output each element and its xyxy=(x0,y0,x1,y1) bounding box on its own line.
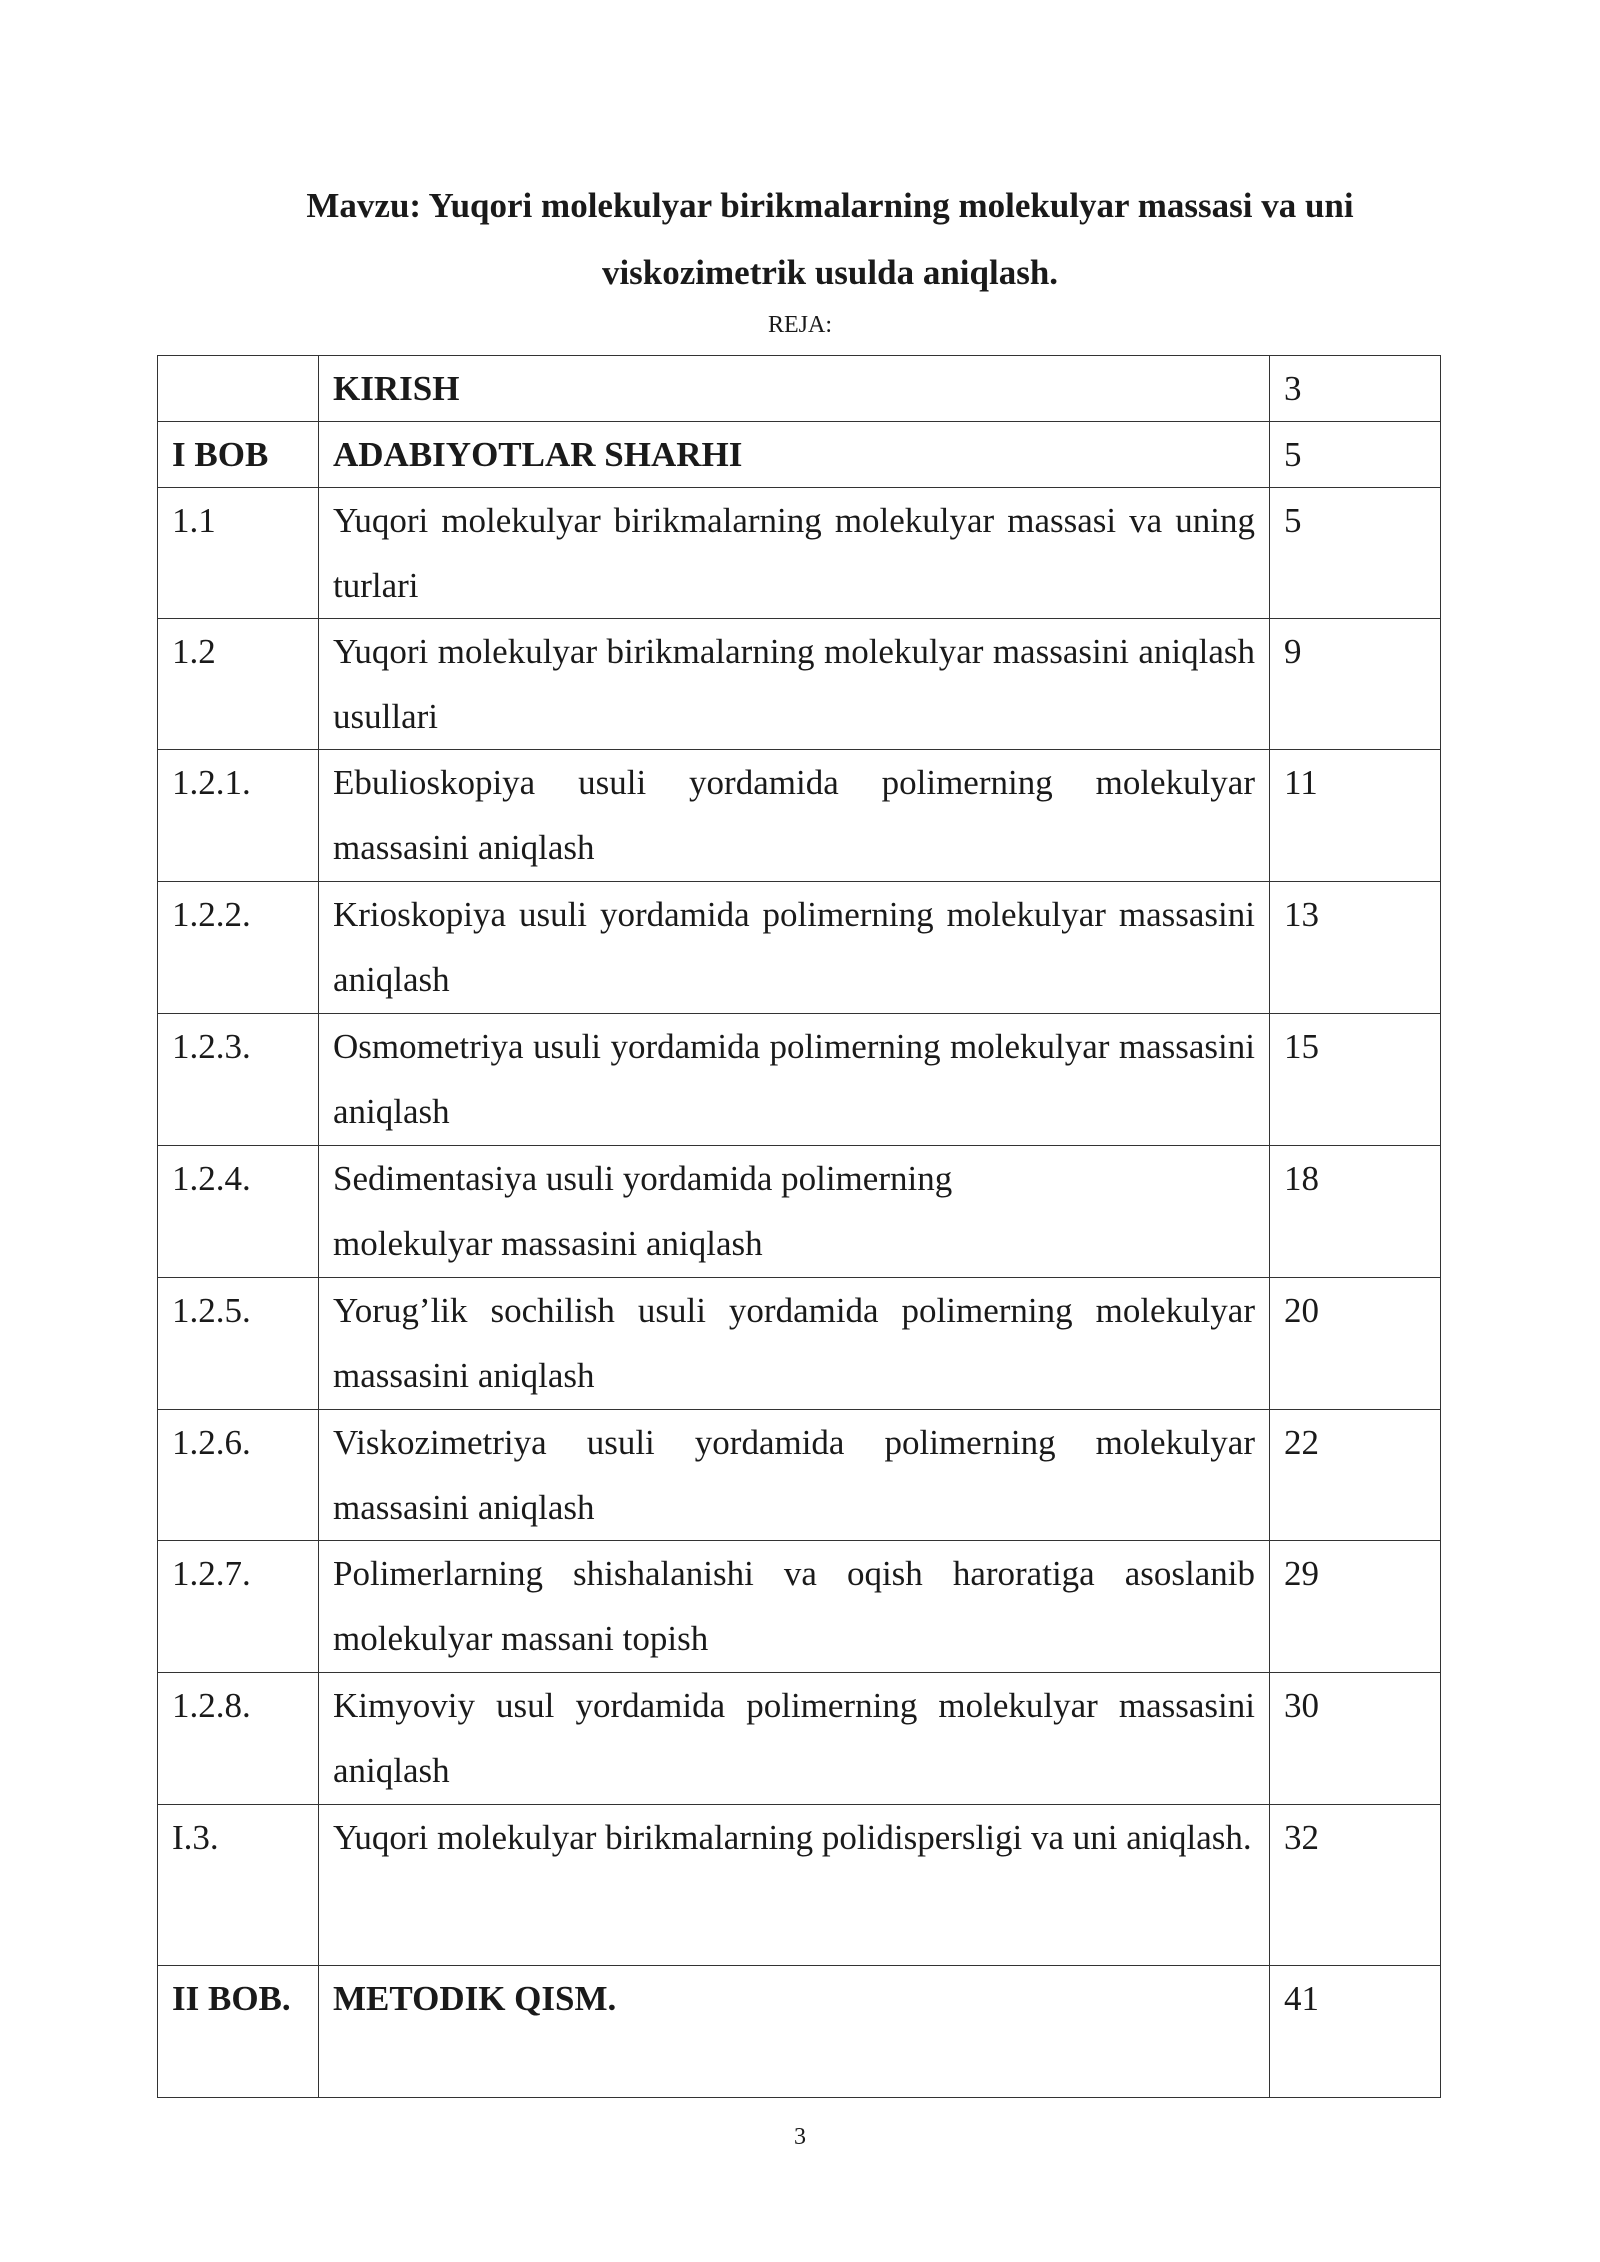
toc-page-number: 18 xyxy=(1270,1146,1441,1278)
toc-page-number: 30 xyxy=(1270,1673,1441,1805)
toc-section-title: Yuqori molekulyar birikmalarning molekulyar massasini aniqlash usullari xyxy=(319,619,1270,750)
toc-row-ii-bob xyxy=(158,1966,1441,2098)
toc-section-number: 1.2.4. xyxy=(158,1146,319,1278)
toc-row-1-2-5 xyxy=(158,1278,1441,1410)
toc-page-number: 5 xyxy=(1270,488,1441,619)
toc-row-1-2-7 xyxy=(158,1541,1441,1673)
toc-page-number: 22 xyxy=(1270,1410,1441,1541)
toc-row-1-2-6 xyxy=(158,1410,1441,1541)
toc-section-number: 1.2.1. xyxy=(158,750,319,882)
toc-section-number: 1.1 xyxy=(158,488,319,619)
toc-section-number: 1.2.5. xyxy=(158,1278,319,1410)
document-title-line-1: Mavzu: Yuqori molekulyar birikmalarning molekulyar massasi va uni xyxy=(306,186,1354,225)
toc-page-number: 9 xyxy=(1270,619,1441,750)
toc-section-title-line-1: Sedimentasiya usuli yordamida polimerning xyxy=(333,1159,953,1198)
toc-section-title: ADABIYOTLAR SHARHI xyxy=(319,422,1270,488)
toc-page-number: 11 xyxy=(1270,750,1441,882)
toc-row-1-2-8 xyxy=(158,1673,1441,1805)
toc-row-1-2 xyxy=(158,619,1441,750)
toc-page-number: 32 xyxy=(1270,1805,1441,1966)
toc-section-number: 1.2.6. xyxy=(158,1410,319,1541)
toc-page-number: 3 xyxy=(1270,356,1441,422)
document-title xyxy=(230,172,1430,306)
toc-row-1-2-4 xyxy=(158,1146,1441,1278)
toc-section-title: Ebulioskopiya usuli yordamida polimerning molekulyar massasini aniqlash xyxy=(319,750,1270,882)
plan-heading: REJA: xyxy=(767,312,832,338)
toc-row-i-3 xyxy=(158,1805,1441,1966)
toc-page-number: 5 xyxy=(1270,422,1441,488)
toc-page-number: 20 xyxy=(1270,1278,1441,1410)
toc-section-number: I BOB xyxy=(158,422,319,488)
toc-section-title: Kimyoviy usul yordamida polimerning molekulyar massasini aniqlash xyxy=(319,1673,1270,1805)
document-title-line-2: viskozimetrik usulda aniqlash. xyxy=(601,253,1059,292)
toc-section-number: 1.2 xyxy=(158,619,319,750)
toc-row-i-bob xyxy=(158,422,1441,488)
toc-section-number: 1.2.7. xyxy=(158,1541,319,1673)
table-of-contents xyxy=(157,355,1441,2098)
toc-page-number: 41 xyxy=(1270,1966,1441,2098)
toc-section-title xyxy=(319,1146,1270,1278)
toc-section-title: Yuqori molekulyar birikmalarning polidispersligi va uni aniqlash. xyxy=(319,1805,1270,1966)
toc-section-title: KIRISH xyxy=(319,356,1270,422)
toc-section-number: 1.2.3. xyxy=(158,1014,319,1146)
toc-section-title: Yuqori molekulyar birikmalarning molekulyar massasi va uning turlari xyxy=(319,488,1270,619)
toc-row-1-1 xyxy=(158,488,1441,619)
toc-row-kirish xyxy=(158,356,1441,422)
toc-section-title: Polimerlarning shishalanishi va oqish haroratiga asoslanib molekulyar massani topish xyxy=(319,1541,1270,1673)
toc-section-title: Osmometriya usuli yordamida polimerning molekulyar massasini aniqlash xyxy=(319,1014,1270,1146)
toc-section-title: Viskozimetriya usuli yordamida polimerning molekulyar massasini aniqlash xyxy=(319,1410,1270,1541)
toc-page-number: 13 xyxy=(1270,882,1441,1014)
toc-row-1-2-3 xyxy=(158,1014,1441,1146)
toc-row-1-2-2 xyxy=(158,882,1441,1014)
toc-section-number: 1.2.2. xyxy=(158,882,319,1014)
toc-section-number xyxy=(158,356,319,422)
toc-section-number: 1.2.8. xyxy=(158,1673,319,1805)
toc-section-title: Yorug’lik sochilish usuli yordamida polimerning molekulyar massasini aniqlash xyxy=(319,1278,1270,1410)
toc-section-number: I.3. xyxy=(158,1805,319,1966)
toc-page-number: 29 xyxy=(1270,1541,1441,1673)
toc-row-1-2-1 xyxy=(158,750,1441,882)
toc-section-title: METODIK QISM. xyxy=(319,1966,1270,2098)
toc-section-number: II BOB. xyxy=(158,1966,319,2098)
toc-section-title-line-2: molekulyar massasini aniqlash xyxy=(333,1224,763,1263)
toc-section-title: Krioskopiya usuli yordamida polimerning molekulyar massasini aniqlash xyxy=(319,882,1270,1014)
toc-page-number: 15 xyxy=(1270,1014,1441,1146)
page-number: 3 xyxy=(794,2124,806,2150)
